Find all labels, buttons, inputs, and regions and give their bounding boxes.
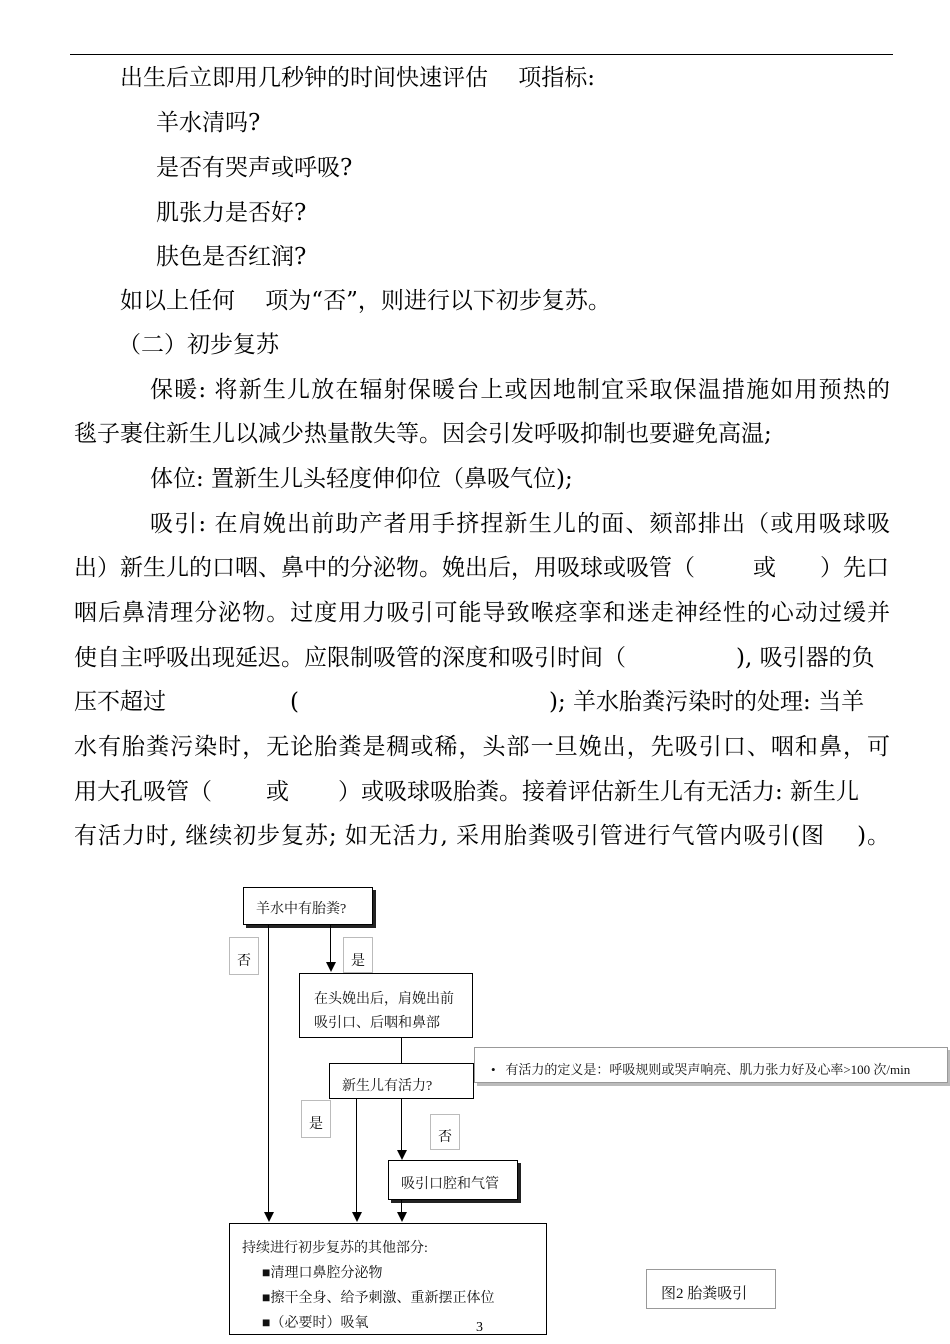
flow-label-yes-2: 是 bbox=[301, 1100, 331, 1138]
question-skin-color: 肤色是否红润? bbox=[156, 244, 307, 270]
flow-line-trachea-down bbox=[401, 1200, 402, 1212]
suction-line-1: 吸引: 在肩娩出前助产者用手挤捏新生儿的面、颏部排出（或用吸球吸 bbox=[150, 511, 890, 537]
page-number: 3 bbox=[476, 1320, 483, 1335]
flow-arrow-yes bbox=[326, 962, 336, 972]
warming-line-1: 保暖: 将新生儿放在辐射保暖台上或因地制宜采取保温措施如用预热的 bbox=[150, 377, 890, 403]
flow-line-no bbox=[268, 925, 269, 1212]
question-amniotic-fluid: 羊水清吗? bbox=[156, 110, 261, 136]
question-muscle-tone: 肌张力是否好? bbox=[156, 200, 307, 226]
flow-start-box bbox=[243, 887, 373, 925]
suction-line-6: 水有胎粪污染时，无论胎粪是稠或稀，头部一旦娩出，先吸引口、咽和鼻，可 bbox=[74, 734, 890, 760]
flow-label-yes-1: 是 bbox=[343, 937, 373, 973]
flow-note-bullet: • bbox=[491, 1062, 506, 1077]
warming-line-2: 毯子裹住新生儿以减少热量散失等。因会引发呼吸抑制也要避免高温; bbox=[74, 421, 772, 447]
section-heading: （二）初步复苏 bbox=[118, 332, 279, 358]
flow-start-text: 羊水中有胎粪? bbox=[256, 902, 347, 917]
flow-arrow-active-no bbox=[397, 1150, 407, 1160]
suction-line-5a: 压不超过 bbox=[74, 689, 166, 715]
suction-line-7c: ）或吸球吸胎粪。接着评估新生儿有无活力: 新生儿 bbox=[338, 779, 860, 805]
suction-line-2c: ）先口 bbox=[820, 555, 889, 581]
flow-final-title: 持续进行初步复苏的其他部分: bbox=[242, 1241, 428, 1256]
paragraph-assessment: 出生后立即用几秒钟的时间快速评估 项指标: bbox=[120, 65, 596, 91]
flow-line-active-yes bbox=[356, 1099, 357, 1212]
suction-line-7a: 用大孔吸管（ bbox=[74, 779, 212, 805]
suction-line-3: 咽后鼻清理分泌物。过度用力吸引可能导致喉痉挛和迷走神经性的心动过缓并 bbox=[74, 600, 890, 626]
flow-active-question-text: 新生儿有活力? bbox=[342, 1079, 433, 1094]
flow-final-item: ■擦干全身、给予刺激、重新摆正体位 bbox=[262, 1291, 495, 1306]
question-crying-breathing: 是否有哭声或呼吸? bbox=[156, 155, 353, 181]
flow-arrow-active-yes bbox=[352, 1212, 362, 1222]
flow-arrow-trachea-down bbox=[397, 1212, 407, 1222]
flow-note-box bbox=[474, 1047, 948, 1083]
flow-suction-trachea-text: 吸引口腔和气管 bbox=[401, 1177, 499, 1192]
flow-line-active-no bbox=[401, 1099, 402, 1150]
suction-line-8: 有活力时, 继续初步复苏; 如无活力, 采用胎粪吸引管进行气管内吸引(图 )。 bbox=[74, 823, 890, 849]
paragraph-if-any-no: 如以上任何 项为“否”，则进行以下初步复苏。 bbox=[120, 288, 611, 314]
header-rule bbox=[70, 54, 893, 55]
suction-line-2a: 出）新生儿的口咽、鼻中的分泌物。娩出后，用吸球或吸管（ bbox=[74, 555, 695, 581]
flow-final-item: ■清理口鼻腔分泌物 bbox=[262, 1266, 383, 1281]
flow-suction-mouth-text: 在头娩出后，肩娩出前吸引口、后咽和鼻部 bbox=[314, 992, 454, 1031]
flow-line-yes bbox=[330, 925, 331, 962]
flow-line-step1-down bbox=[401, 1038, 402, 1063]
flow-label-no-2: 否 bbox=[430, 1114, 460, 1150]
flow-note-text: 有活力的定义是：呼吸规则或哭声响亮、肌力张力好及心率>100 次/min bbox=[505, 1062, 911, 1077]
suction-line-4a: 使自主呼吸出现延迟。应限制吸管的深度和吸引时间（ bbox=[74, 645, 626, 671]
flow-final-item: ■（必要时）吸氧 bbox=[262, 1316, 369, 1331]
figure-caption: 图2 胎粪吸引 bbox=[646, 1269, 776, 1309]
suction-line-5b: ( bbox=[290, 689, 299, 715]
flow-final-box bbox=[229, 1223, 547, 1335]
flow-label-no-1: 否 bbox=[229, 937, 259, 975]
suction-line-7b: 或 bbox=[266, 779, 289, 805]
suction-line-4b: ), 吸引器的负 bbox=[736, 645, 875, 671]
suction-line-2b: 或 bbox=[753, 555, 776, 581]
flow-active-question-box bbox=[329, 1063, 474, 1099]
flow-suction-trachea-box bbox=[388, 1160, 518, 1200]
position-line: 体位: 置新生儿头轻度伸仰位（鼻吸气位); bbox=[150, 466, 573, 492]
flow-suction-mouth-box bbox=[299, 973, 473, 1038]
flow-arrow-no bbox=[264, 1212, 274, 1222]
suction-line-5c: ); 羊水胎粪污染时的处理: 当羊 bbox=[549, 689, 865, 715]
